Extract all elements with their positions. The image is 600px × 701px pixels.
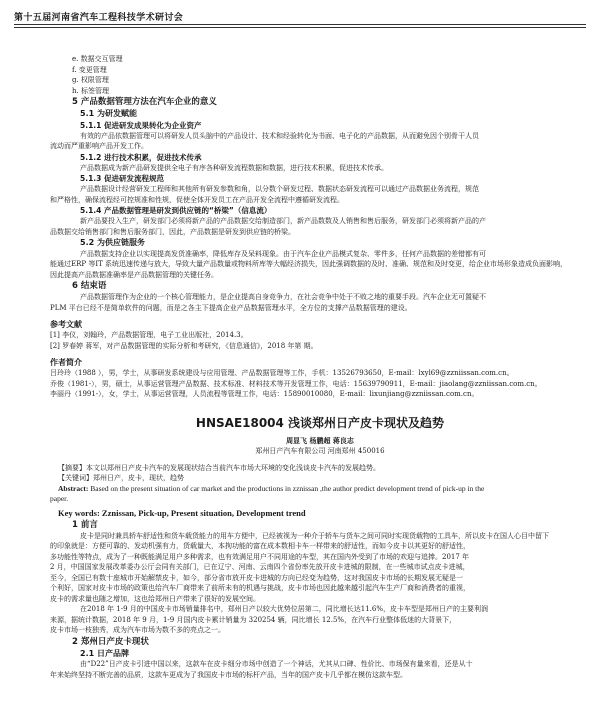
paragraph-line: 至今，全国已有数十座城市开始解禁皮卡，如今，部分省市放开皮卡进城的方向已经变为趋势，这对我国皮卡市场的长期发展无疑是一: [50, 573, 463, 582]
paragraph-line: 品数据交给销售部门和售后服务部门，因此，产品数据是研发到供应链的桥梁。: [50, 227, 295, 236]
subsubsection-heading: 5.1.2 进行技术积累，促进技术传承: [80, 152, 202, 162]
abstract-en-text: Based on the present situation of car market and the productions in zznissan ,the author predict development trend of pick-up in the: [90, 483, 485, 493]
reference-item: [1] 李仪，刘翰玲，产品数据管理，电子工业出版社，2014.3。: [50, 331, 248, 339]
paragraph-line: 因此提高产品数据准确率是产品数据管理的关键任务。: [50, 270, 218, 279]
subsubsection-heading: 5.1.1 促进研发成果转化为企业资产: [80, 120, 202, 130]
paragraph-line: 新产品要投入生产，研发部门必须将新产品的产品数据交给制造部门，新产品数数及人销售和售后服务，研发部门必须将新产品的产: [80, 217, 486, 225]
paragraph-line: 由“D22”日产皮卡引进中国以来，这款车在皮卡细分市场中创造了一个神话，尤其从口碑、性价比、市场保有量来看，还是从十: [80, 660, 473, 668]
subsection-heading: 2.1 日产品牌: [80, 648, 129, 658]
section-heading: 2 郑州日产皮卡现状: [72, 636, 149, 647]
paragraph-line: 皮卡是同时兼具轿车舒适性和货车载货能力的用车方便中，已经被视为一种介于轿车与货车之间可同时实现货载物的工具车，所以皮卡在国人心目中留下: [80, 531, 549, 540]
section-heading: 5 产品数据管理方法在汽车企业的意义: [72, 97, 217, 107]
keywords-en: Key words: Zznissan, Pick-up, Present situation, Development trend: [58, 507, 306, 518]
reference-item: [2] 罗春婷 蒋军，对产品数据管理的实际分析和考研究，《信息通信》，2018 年第 期。: [50, 341, 318, 350]
abstract-en-label: Abstract:: [58, 483, 89, 493]
list-item: g. 权限管理: [72, 76, 109, 84]
author-bio: 李丽丹（1991-），女，学士，从事运营管理，人员流程等管理工作，电话：15890010080，E-mail：lixunjiang@zzniissan.com.cn。: [50, 390, 479, 398]
header-rule-thin: [14, 27, 586, 28]
list-item: e. 数据交互管理: [72, 55, 123, 63]
article-authors: 周显飞 杨鹏超 蒋良志: [286, 435, 354, 445]
subsubsection-heading: 5.1.4 产品数据管理是研发到供应链的“桥梁”（信息流）: [80, 206, 272, 215]
paragraph-line: 在2018 年 1-9 月的中国皮卡市场销量排名中，郑州日产以较大优势位居第二，同比增长达11.6%，皮卡车型是郑州日产的主要利润: [80, 605, 488, 613]
keywords-cn: 【关键词】郑州日产，皮卡，现状，趋势: [58, 474, 184, 482]
main-column: [50, 54, 590, 680]
subsection-heading: 5.1 为研发赋能: [80, 109, 137, 118]
author-bio-heading: 作者简介: [50, 358, 82, 367]
section-heading: 1 前言: [72, 519, 98, 530]
paragraph-line: 年来始终坚持不断完善的品质，这款车更成为了我国皮卡市场的标杆产品，当年的国产皮卡几乎都在模仿这款车型。: [50, 670, 407, 679]
paragraph-line: 产品数据成为新产品研发提供全电子有序各种研发流程数据和数据，进行技术积累，促进技术传承。: [80, 163, 388, 172]
paragraph-line: 来源，据统计数据，2018 年 9 月，1-9 月国内皮卡累计销量为 320254 辆，同比增长 12.5%，在汽车行业整体低迷的大背景下，: [50, 615, 457, 624]
article-affiliation: 郑州日产汽车有限公司 河南郑州 450016: [255, 447, 385, 455]
abstract-en: [50, 484, 590, 495]
article-title: HNSAE18004 浅谈郑州日产皮卡现状及趋势: [195, 415, 445, 430]
paragraph-line: 产品数据设计经营研发工程师和其他所有研发参数和角，以分数个研发过程、数据状态研发流程可以通过产品数据业务流程，规范: [80, 185, 479, 193]
paragraph-line: 有效的产品依数据管理可以将研发人员头脑中的产品设计、技术和经验转化为书面、电子化的产品数据，从而避免因个别骨干人员: [80, 131, 479, 140]
paragraph-line: PLM 平台已经不是简单软件的问题，而是之各主下提高企业产品数据管理水平，全方位的支撑产品数据管理的建设。: [50, 303, 412, 312]
paragraph-line: 皮卡的需求量也随之增加，这也给郑州日产带来了很好的发展空间。: [50, 594, 260, 603]
author-bio: 乔俊（1981-），男，硕士，从事运营管理产品数据、技术标准、材料技术等开发管理工作，电话：15639790911，E-mail：jiaolang@zzniissan.com.cn。: [50, 379, 542, 388]
paragraph-line: 流动而严重影响产品开发工作。: [50, 142, 148, 150]
paragraph-line: 和严格性，确保流程经可控规准和性规，促使全体开发员工在产品开发全流程中遵循研发流程。: [50, 195, 344, 204]
paragraph-line: 产品数据管理作为企业的一个核心管理能力，是企业提高自身竞争力，在社会竞争中处于不败之地的重要手段。汽车企业无可置疑不: [80, 293, 486, 301]
header-rule: [14, 24, 586, 25]
running-header: 第十五届河南省汽车工程科技学术研讨会: [14, 13, 184, 23]
references-heading: 参考文献: [50, 320, 82, 329]
paragraph-line: 多功能性等特点，成为了一种既能满足用户多种需求，也有效满足用户不同用途的车型，其在国内外受到了市场的欢迎与追捧。2017 年: [50, 552, 470, 561]
author-bio: 吕玲玲（1988 ），男，学士，从事研发系统建设与应用管理、产品数据管理等工作，手机：13526793650，E-mail：lxyl69@zzniissan.com.cn。: [50, 369, 514, 377]
paragraph-line: 2 月，中国国家发展改革委办公厅会同有关部门，已在辽宁、河南、云南四个省份率先放开皮卡进城的限制，在一些城市试点皮卡进城，: [50, 563, 470, 571]
paragraph-line: 能通过ERP 等IT 系统迅速传递与放大，导致大量产品数量或物料所库等大幅经济损失，因此强调数据的及时、准确、规范和及时变更，给企业市场形象造成负面影响，: [50, 260, 567, 268]
paragraph-line: 产品数据支持企业以实现提高发货准确率，降低库存及呆料现象。由于汽车企业产品模式复杂、零件多，任何产品数据的差错都有可: [80, 249, 486, 258]
list-item: f. 变更管理: [72, 65, 107, 74]
paragraph-line: 的印象就是：方便可靠的、发动机强有力，货载量大，本拘功能的富在成本数相卡车一样带来的舒适性，而如今皮卡以其更好的舒适性，: [50, 542, 470, 550]
subsection-heading: 5.2 为供应链服务: [80, 238, 145, 247]
subsubsection-heading: 5.1.3 促进研发流程规范: [80, 174, 164, 183]
abstract-en-cont: paper.: [50, 494, 69, 503]
paragraph-line: 皮卡市场一枝独秀，成为汽车市场为数不多的亮点之一。: [50, 626, 225, 634]
list-items: [50, 54, 590, 96]
abstract-cn: 【摘要】本文以郑州日产皮卡汽车的发展现状结合当前汽车市场大环境的变化浅谈皮卡汽车的发展趋势。: [58, 463, 380, 472]
paragraph-line: 个利好，国家对皮卡市场的政策也给汽车厂商带来了前所未有的机遇与挑战，皮卡市场也因此越来越引起汽车生产厂商和消费者的重视，: [50, 584, 470, 592]
list-item: h. 标签管理: [72, 86, 109, 95]
section-heading: 6 结束语: [72, 281, 107, 291]
